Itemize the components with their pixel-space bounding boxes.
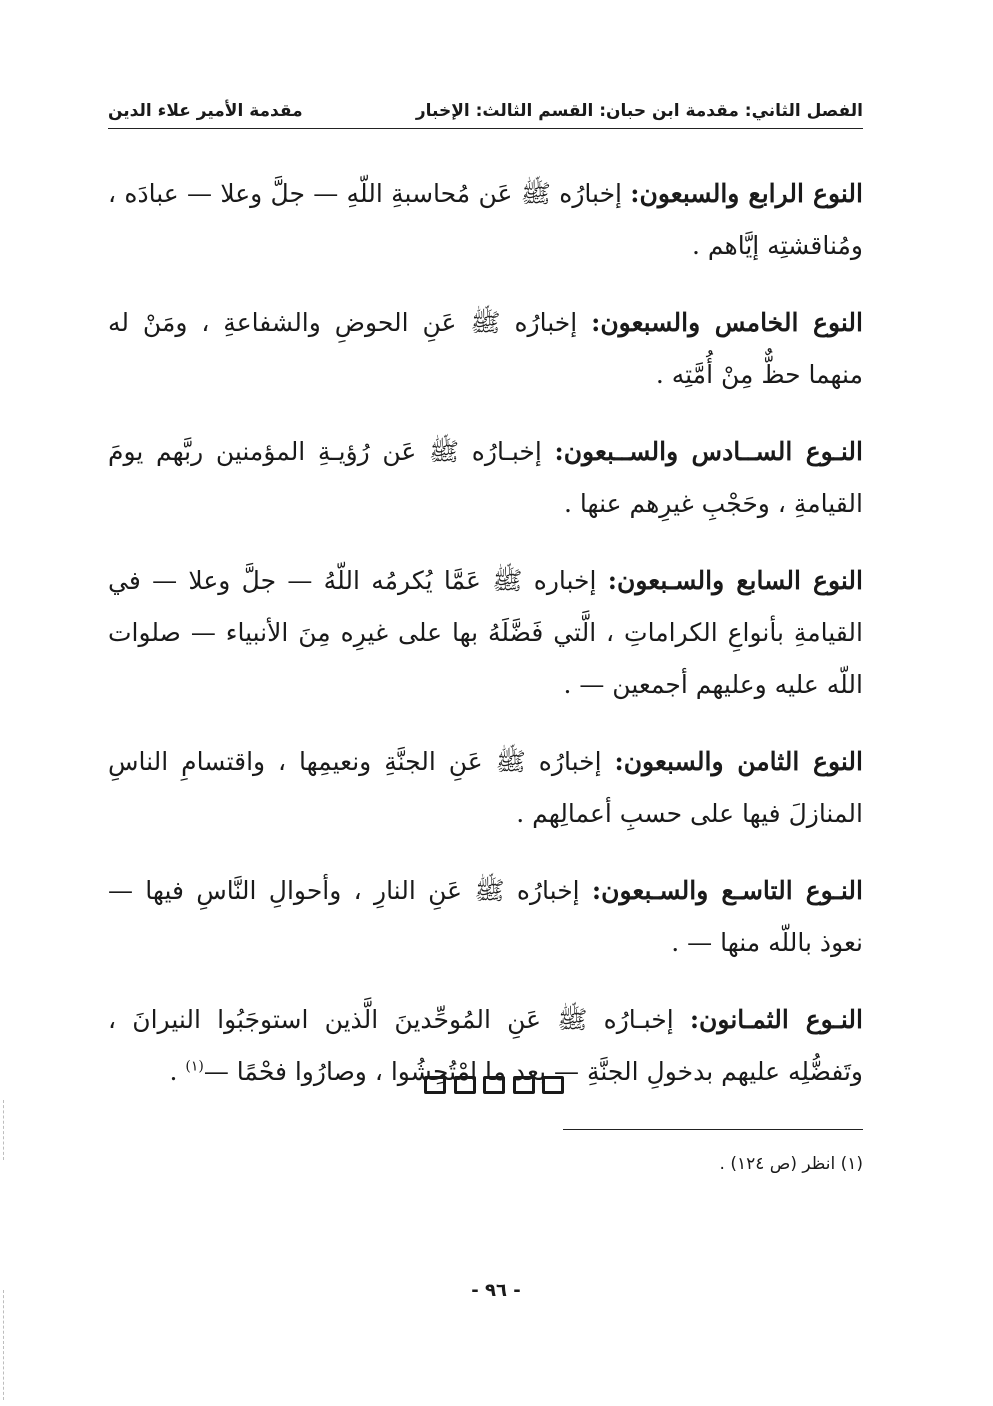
paragraph-text: إخبارُه ﷺ عَنِ الجنَّةِ ونعيمِها ، واقتسامِ الناسِ المنازلَ فيها على حسبِ أعمالِهم . [108,747,863,828]
paragraph-text: إخبـارُه ﷺ عَن رُؤيـةِ المؤمنين ربَّهم يومَ القيامةِ ، وحَجْبِ غيرِهم عنها . [108,437,863,518]
paragraph-heading: النوع الرابع والسبعون: [630,179,863,208]
running-header [108,93,863,121]
header-book-title: مقدمة الأمير علاء الدين [108,101,303,121]
paragraph-76 [108,426,863,530]
scan-edge-mark [3,1100,4,1160]
paragraph-text: إخبارُه ﷺ عَنِ الحوضِ والشفاعةِ ، ومَنْ له منهما حظٌّ مِنْ أُمَّتِه . [108,308,863,389]
footnote-reference[interactable]: (١) [185,1058,204,1075]
paragraph-text: إخبارُه ﷺ عَنِ النارِ ، وأحوالِ النَّاسِ فيها — نعوذ باللّه منها — . [108,876,863,957]
separator-box-icon [454,1076,476,1094]
separator-box-icon [424,1076,446,1094]
paragraph-75 [108,297,863,401]
paragraph-79 [108,865,863,969]
separator-box-icon [513,1076,535,1094]
page-number: - ٩٦ - [471,1280,521,1301]
body-text [108,168,863,1123]
footnote: (١) انظر (ص ١٢٤) . [719,1154,863,1174]
header-chapter-title: الفصل الثاني: مقدمة ابن حبان: القسم الثالث: الإخبار [415,101,863,121]
paragraph-heading: النـوع الثمـانون: [689,1005,863,1034]
paragraph-text: إخباره ﷺ عَمَّا يُكرمُه اللّهُ — جلَّ وعلا — في القيامةِ بأنواعِ الكراماتِ ، الَّتي فَضَّلَهُ بها على غيرِه مِنَ الأنبياء — صلوات اللّه عليه وعليهم أجمعين — . [108,566,863,699]
footnote-rule [563,1129,863,1130]
paragraph-end: . [169,1057,186,1086]
separator-box-icon [483,1076,505,1094]
paragraph-heading: النـوع التاسـع والسـبعون: [591,876,863,905]
section-separator [424,1076,564,1100]
header-rule [108,128,863,129]
separator-box-icon [542,1076,564,1094]
scan-edge-mark [3,1290,4,1400]
paragraph-77 [108,555,863,711]
paragraph-heading: النوع السابع والسـبعون: [607,566,863,595]
paragraph-74 [108,168,863,272]
paragraph-text: إخبارُه ﷺ عَن مُحاسبةِ اللّهِ — جلَّ وعلا — عبادَه ، ومُناقشتِه إيَّاهم . [108,179,863,260]
paragraph-heading: النوع الخامس والسبعون: [591,308,863,337]
paragraph-heading: النوع الثامن والسبعون: [614,747,863,776]
paragraph-heading: النـوع الســادس والســبعون: [554,437,863,466]
paragraph-78 [108,736,863,840]
paragraph-text: إخبـارُه ﷺ عَنِ المُوحِّدينَ الَّذين استوجَبُوا النيرانَ ، وتَفضُّلِه عليهم بدخولِ الجنَّةِ — بعد ما امْتُحِشُوا ، وصارُوا فحْمًا — [108,1005,863,1086]
